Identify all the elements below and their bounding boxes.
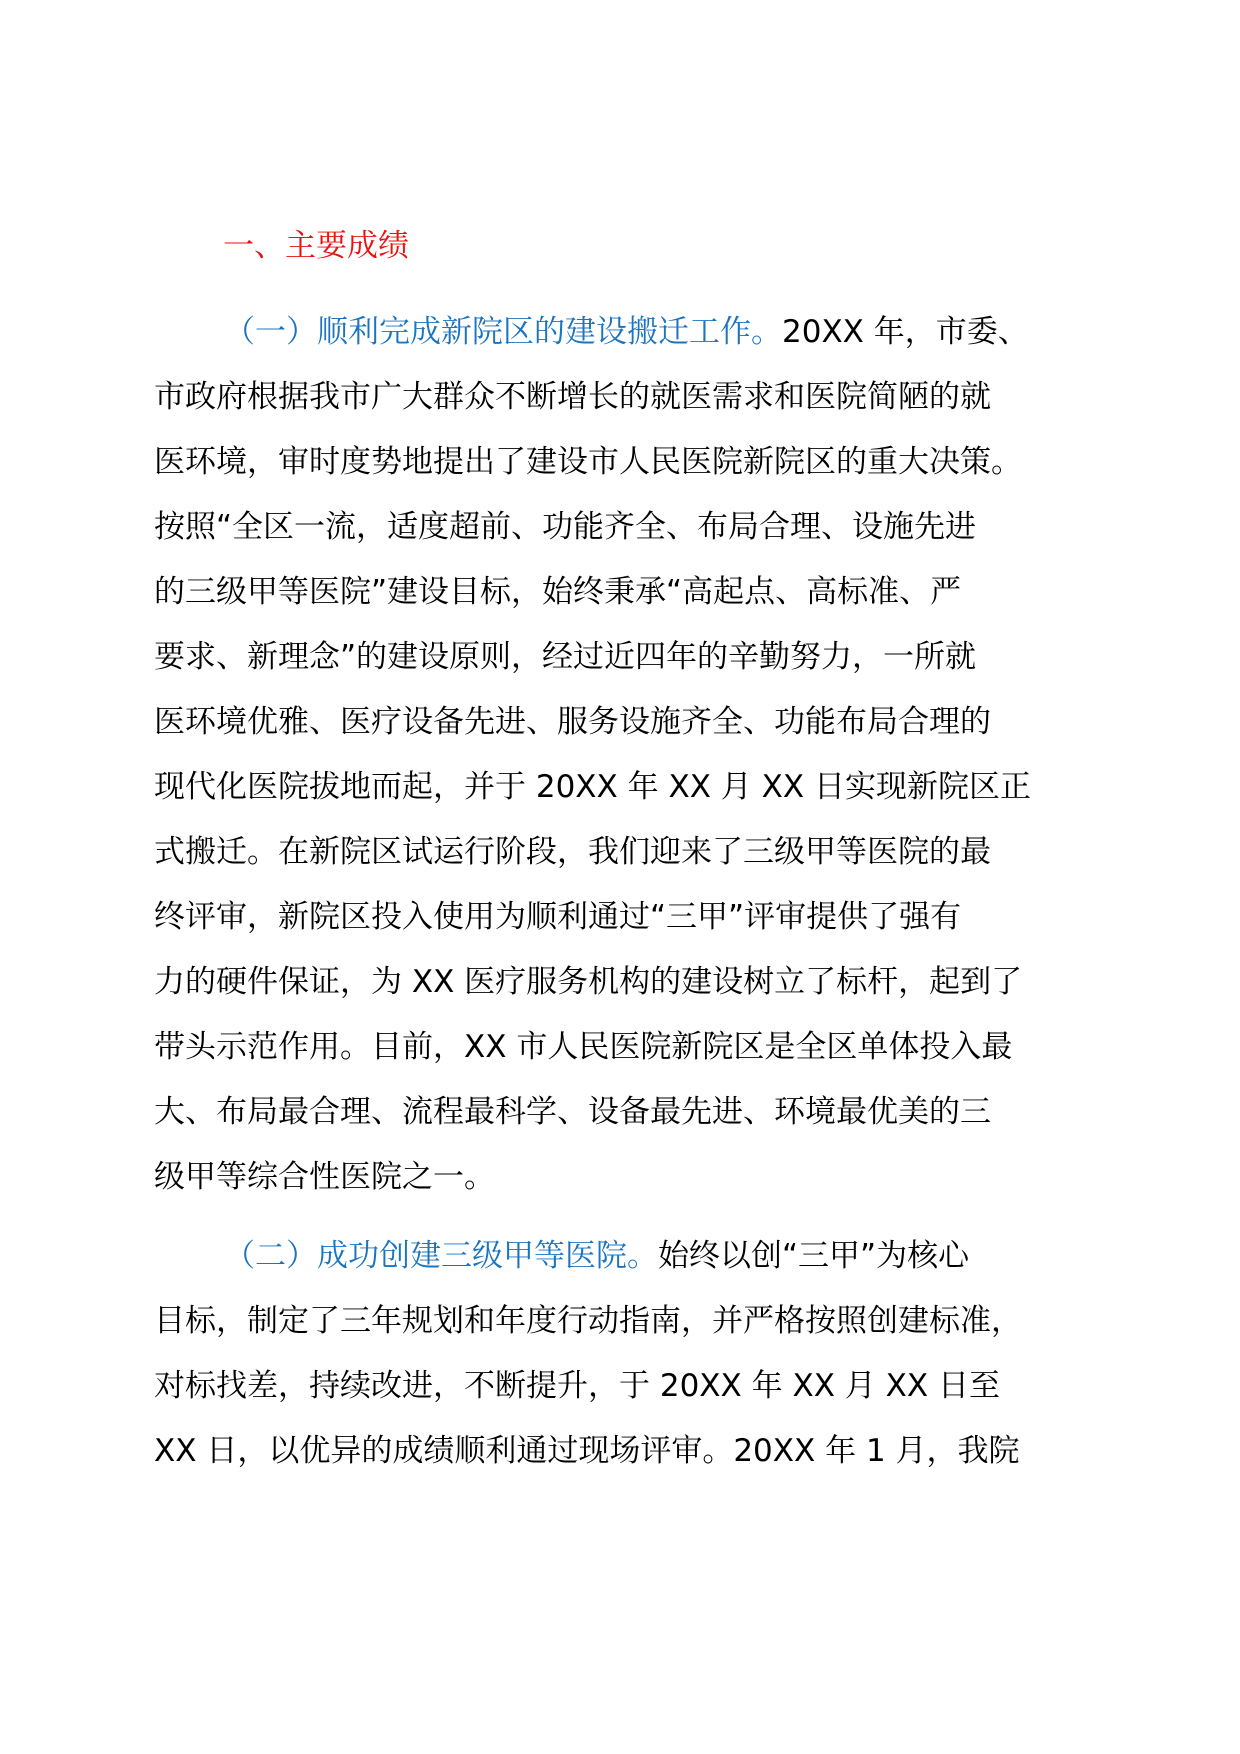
paragraph-2 xyxy=(154,1224,1022,1484)
paragraph-line xyxy=(154,300,1031,365)
paragraph-line: 式搬迁。在新院区试运行阶段，我们迎来了三级甲等医院的最 xyxy=(154,834,991,870)
paragraph-line: 力的硬件保证，为 XX 医疗服务机构的建设树立了标杆，起到了 xyxy=(154,964,1023,1000)
paragraph-lead-text: 始终以创“三甲”为核心 xyxy=(658,1238,970,1274)
paragraph-line: XX 日，以优异的成绩顺利通过现场评审。20XX 年 1 月，我院 xyxy=(154,1433,1020,1469)
paragraph-line: 终评审，新院区投入使用为顺利通过“三甲”评审提供了强有 xyxy=(154,899,962,935)
paragraph-subheading: （一）顺利完成新院区的建设搬迁工作。 xyxy=(224,314,782,350)
paragraph-line: 对标找差，持续改进，不断提升，于 20XX 年 XX 月 XX 日至 xyxy=(154,1368,1000,1404)
paragraph-line xyxy=(154,1224,1022,1289)
paragraph-line: 目标，制定了三年规划和年度行动指南，并严格按照创建标准， xyxy=(154,1303,1022,1339)
paragraph-line: 医环境优雅、医疗设备先进、服务设施齐全、功能布局合理的 xyxy=(154,704,991,740)
paragraph-line: 按照“全区一流，适度超前、功能齐全、布局合理、设施先进 xyxy=(154,509,977,545)
section-heading: 一、主要成绩 xyxy=(223,228,409,264)
paragraph-line: 要求、新理念”的建设原则，经过近四年的辛勤努力，一所就 xyxy=(154,639,977,675)
paragraph-line: 级甲等综合性医院之一。 xyxy=(154,1159,495,1195)
paragraph-subheading: （二）成功创建三级甲等医院。 xyxy=(224,1238,658,1274)
paragraph-line: 医环境，审时度势地提出了建设市人民医院新院区的重大决策。 xyxy=(154,444,1022,480)
paragraph-line: 带头示范作用。目前，XX 市人民医院新院区是全区单体投入最 xyxy=(154,1029,1013,1065)
paragraph-line: 市政府根据我市广大群众不断增长的就医需求和医院简陋的就 xyxy=(154,379,991,415)
paragraph-1 xyxy=(154,300,1031,1210)
paragraph-lead-text: 20XX 年，市委、 xyxy=(782,314,1029,350)
paragraph-line: 大、布局最合理、流程最科学、设备最先进、环境最优美的三 xyxy=(154,1094,991,1130)
paragraph-line: 的三级甲等医院”建设目标，始终秉承“高起点、高标准、严 xyxy=(154,574,962,610)
paragraph-line: 现代化医院拔地而起，并于 20XX 年 XX 月 XX 日实现新院区正 xyxy=(154,769,1031,805)
